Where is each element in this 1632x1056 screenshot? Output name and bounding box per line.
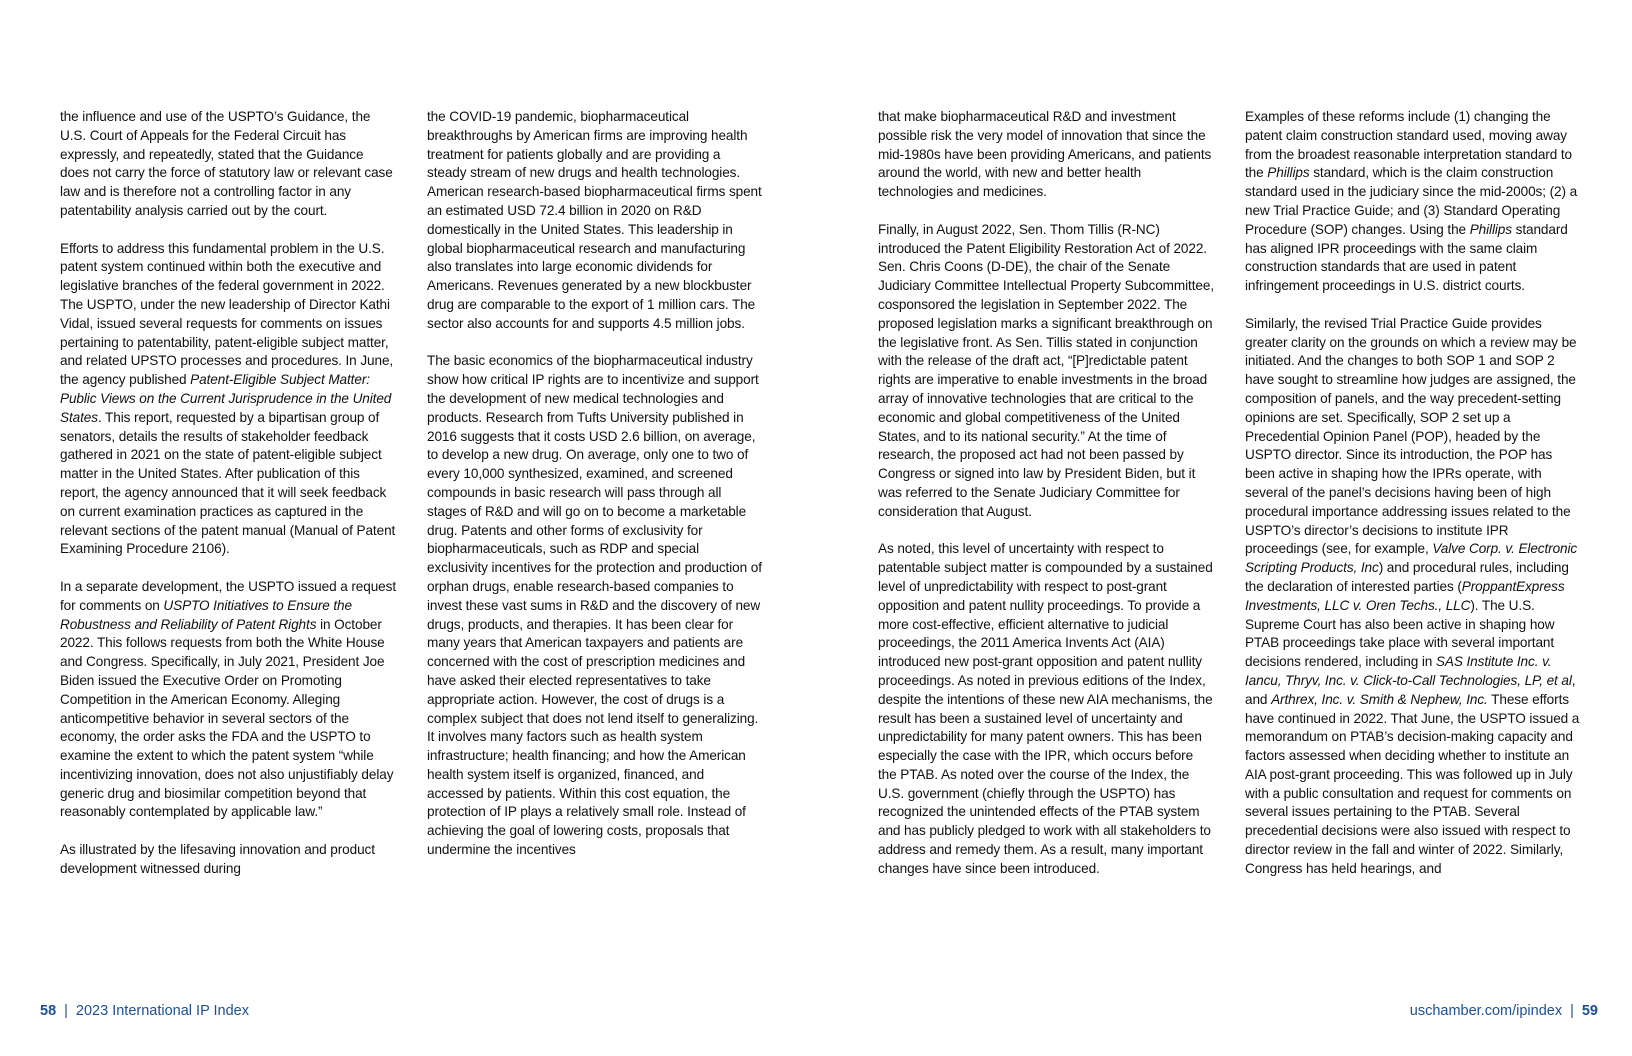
italic-text: Phillips [1267, 165, 1310, 181]
italic-text: Valve Corp. v. Electronic Scripting Products, Inc [1245, 541, 1578, 576]
text-column-3 [878, 108, 1214, 897]
italic-text: SAS Institute Inc. v. Iancu, Thryv, Inc. v. Click-to-Call Technologies, LP, et al [1245, 654, 1572, 688]
paragraph [878, 540, 1214, 878]
text-run: ) and procedural rules, including the declaration of interested parties ( [1245, 560, 1569, 594]
text-run: As noted, this level of uncertainty with respect to patentable subject matter is compounded by a sustained level of unpredictability with respect to post-grant opposition and patent nullity proceedings. To provide a more cost-effective, efficient alternative to judicial proceedings, the 2011 America Invents Act (AIA) introduced new post-grant opposition and patent nullity proceedings. As noted in previous editions of the Index, despite the intentions of these new AIA mechanisms, the result has been a sustained level of uncertainty and unpredictability for many patent owners. This has been especially the case with the IPR, which occurs before the PTAB. As noted over the course of the Index, the U.S. government (chiefly through the USPTO) has recognized the unintended effects of the PTAB system and has publicly pledged to work with all stakeholders to address and remedy them. As a result, many important changes have since been introduced. [878, 541, 1213, 876]
text-run: standard, which is the claim construction standard used in the judiciary since the mid-2000s; (2) a new Trial Practice Guide; and (3) Standard Operating Procedure (SOP) changes. Using the [1245, 165, 1578, 237]
footer-left [40, 1003, 249, 1019]
text-run: in October 2022. This follows requests from both the White House and Congress. Specifically, in July 2021, President Joe Biden issued the Executive Order on Promoting Competition in the American Economy. Alleging anticompetitive behavior in several sectors of the economy, the order asks the FDA and the USPTO to examine the extent to which the patent system “while incentivizing innovation, does not also unjustifiably delay generic drug and biosimilar competition beyond that reasonably contemplated by applicable law.” [60, 616, 394, 820]
text-run: As illustrated by the lifesaving innovation and product development witnessed during [60, 842, 375, 876]
website-link[interactable]: uschamber.com/ipindex [1409, 1003, 1563, 1019]
paragraph [878, 221, 1214, 522]
paragraph [1245, 315, 1585, 879]
paragraph [60, 108, 396, 221]
footer-right [1410, 1003, 1598, 1019]
text-run: The basic economics of the biopharmaceutical industry show how critical IP rights are to incentivize and support the development of new medical technologies and products. Research from Tufts University published in 2016 suggests that it costs USD 2.6 billion, on average, to develop a new drug. On average, only one to two of every 10,000 synthesized, examined, and screened compounds in basic research will pass through all stages of R&D and will go on to become a marketable drug. Patents and other forms of exclusivity for biopharmaceuticals, such as RDP and special exclusivity incentives for the protection and production of orphan drugs, enable research-based companies to invest these vast sums in R&D and the discovery of new drugs, products, and therapies. It has been clear for many years that American taxpayers and patients are concerned with the cost of prescription medicines and have asked their elected representatives to take appropriate action. However, the cost of drugs is a complex subject that does not lend itself to generalizing. It involves many factors such as health system infrastructure; health financing; and how the American health system itself is organized, financed, and accessed by patients. Within this cost equation, the protection of IP plays a relatively small role. Instead of achieving the goal of lowering costs, proposals that undermine the incentives [427, 353, 762, 858]
text-run: Similarly, the revised Trial Practice Guide provides greater clarity on the grounds on which a review may be initiated. And the changes to both SOP 1 and SOP 2 have sought to streamline how judges are assigned, the composition of panels, and the way precedent-setting opinions are set. Specifically, SOP 2 set up a Precedential Opinion Panel (POP), headed by the USPTO director. Since its introduction, the POP has been active in shaping how the IPRs operate, with several of the panel’s decisions having been of high procedural importance addressing issues related to the USPTO’s director’s decisions to institute IPR proceedings (see, for example, [1245, 315, 1577, 557]
text-run: standard has aligned IPR proceedings with the same claim construction standards that are used in patent infringement proceedings in U.S. district courts. [1245, 221, 1568, 294]
text-column-4 [1245, 108, 1585, 897]
italic-text: Patent-Eligible Subject Matter: Public Views on the Current Jurisprudence in the United States [60, 372, 392, 425]
text-run: the COVID-19 pandemic, biopharmaceutical breakthroughs by American firms are improving health treatment for patients globally and are providing a steady stream of new drugs and health technologies. American research-based biopharmaceutical firms spent an estimated USD 72.4 billion in 2020 on R&D domestically in the United States. This leadership in global biopharmaceutical research and manufacturing also translates into large economic dividends for Americans. Revenues generated by a new blockbuster drug are comparable to the export of 1 million cars. The sector also accounts for and supports 4.5 million jobs. [427, 109, 762, 331]
paragraph [60, 578, 396, 822]
footer-separator-right: | [1570, 1003, 1574, 1019]
right-page-number: 59 [1581, 1003, 1598, 1019]
left-page-number: 58 [40, 1003, 57, 1019]
text-run: , and [1245, 672, 1576, 707]
text-run: ). The U.S. Supreme Court has also been active in shaping how PTAB proceedings take place with several important decisions rendered, including in [1245, 597, 1555, 670]
publication-title: 2023 International IP Index [75, 1003, 249, 1019]
text-run: Examples of these reforms include (1) changing the patent claim construction standard used, moving away from the broadest reasonable interpretation standard to the [1245, 109, 1572, 181]
paragraph [60, 240, 396, 560]
paragraph [1245, 108, 1585, 296]
paragraph [427, 352, 763, 860]
text-run: the influence and use of the USPTO’s Guidance, the U.S. Court of Appeals for the Federal Circuit has expressly, and repeatedly, stated that the Guidance does not carry the force of statutory law or relevant case law and is therefore not a controlling factor in any patentability analysis carried out by the court. [60, 109, 393, 218]
text-run: that make biopharmaceutical R&D and investment possible risk the very model of innovation that since the mid-1980s have been providing Americans, and patients around the world, with new and better health technologies and medicines. [878, 109, 1212, 200]
paragraph [878, 108, 1214, 202]
italic-text: Phillips [1469, 221, 1512, 237]
paragraph [427, 108, 763, 334]
italic-text: Arthrex, Inc. v. Smith & Nephew, Inc. [1271, 691, 1488, 707]
text-run: In a separate development, the USPTO issued a request for comments on [60, 578, 397, 613]
text-run: These efforts have continued in 2022. That June, the USPTO issued a memorandum on PTAB’s decision-making capacity and factors assessed when deciding whether to institute an AIA post-grant proceeding. This was followed up in July with a public consultation and request for comments on several issues pertaining to the PTAB. Several precedential decisions were also issued with respect to director review in the fall and winter of 2022. Similarly, Congress has held hearings, and [1245, 691, 1580, 876]
italic-text: ProppantExpress Investments, LLC v. Oren Techs., LLC [1245, 578, 1565, 613]
text-run: . This report, requested by a bipartisan group of senators, details the results of stakeholder feedback gathered in 2021 on the state of patent-eligible subject matter in the United States. After publication of this report, the agency announced that it will seek feedback on current examination practices as captured in the relevant sections of the patent manual (Manual of Patent Examining Procedure 2106). [60, 409, 396, 557]
text-column-2 [427, 108, 763, 879]
text-column-1 [60, 108, 396, 897]
footer-separator-left: | [64, 1003, 68, 1019]
paragraph [60, 841, 396, 879]
text-run: Efforts to address this fundamental problem in the U.S. patent system continued within both the executive and legislative branches of the federal government in 2022. The USPTO, under the new leadership of Director Kathi Vidal, issued several requests for comments on issues pertaining to patentability, patent-eligible subject matter, and related UPSTO processes and procedures. In June, the agency published [60, 240, 394, 388]
italic-text: USPTO Initiatives to Ensure the Robustness and Reliability of Patent Rights [60, 597, 352, 632]
text-run: Finally, in August 2022, Sen. Thom Tillis (R-NC) introduced the Patent Eligibility Restoration Act of 2022. Sen. Chris Coons (D-DE), the chair of the Senate Judiciary Committee Intellectual Property Subcommittee, cosponsored the legislation in September 2022. The proposed legislation marks a significant breakthrough on the legislative front. As Sen. Tillis stated in conjunction with the release of the draft act, “[P]redictable patent rights are imperative to enable investments in the broad array of innovative technologies that are critical to the economic and global competitiveness of the United States, and to its national security.” At the time of research, the proposed act had not been passed by Congress or signed into law by President Biden, but it was referred to the Senate Judiciary Committee for consideration that August. [878, 221, 1214, 519]
